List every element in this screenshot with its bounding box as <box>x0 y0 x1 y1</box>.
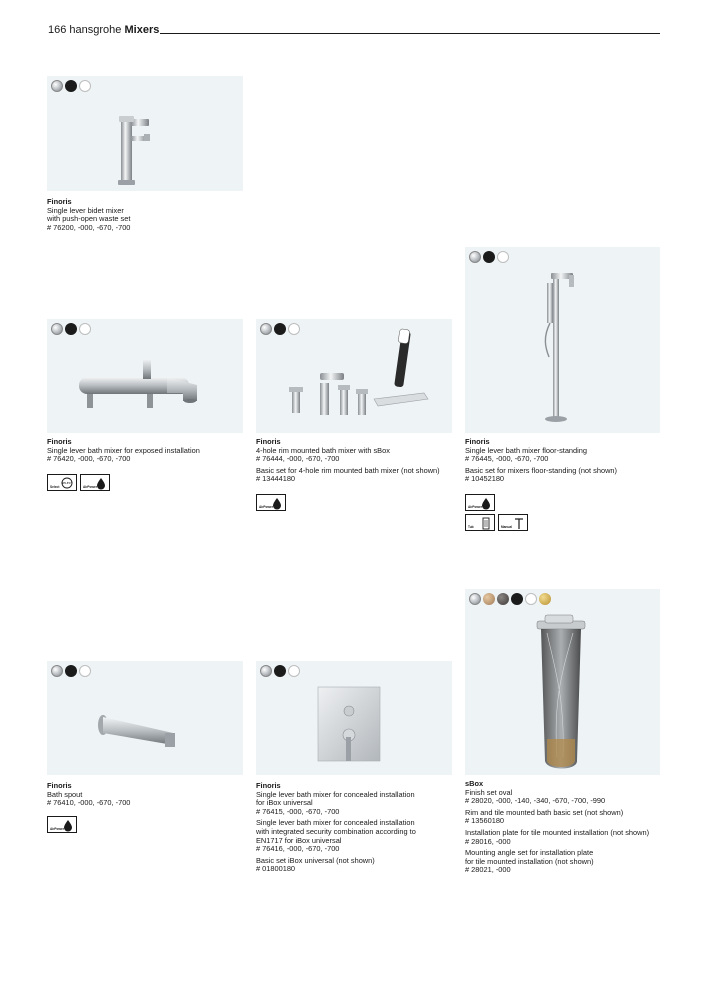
article-number: # 28016, -000 <box>465 836 511 846</box>
article-number: # 76444, -000, -670, -700 <box>256 454 340 464</box>
product-text <box>47 438 200 464</box>
4-hole-bath-mixer-illustration <box>256 319 452 433</box>
feature-icons <box>256 494 286 511</box>
article-number: # 01800180 <box>256 864 296 874</box>
section-title: Mixers <box>124 24 160 36</box>
product-text <box>47 782 130 808</box>
product-title: Finoris <box>465 437 490 446</box>
product-image <box>256 661 452 775</box>
feature-icons-row-2 <box>465 514 528 531</box>
product-line: Bath spout <box>47 789 83 799</box>
product-line: with integrated security combination according to <box>256 826 416 836</box>
svg-text:SELECT: SELECT <box>61 481 73 485</box>
product-line: Single lever bidet mixer <box>47 205 124 215</box>
product-title: Finoris <box>47 437 72 446</box>
product-image <box>47 76 243 191</box>
article-number: # 76415, -000, -670, -700 <box>256 806 340 816</box>
product-image <box>256 319 452 433</box>
select-feature-icon: SELECT Select <box>47 474 77 491</box>
concealed-mixer-illustration <box>256 661 452 775</box>
sbox-illustration <box>465 589 660 775</box>
feature-icons <box>47 474 110 491</box>
bath-spout-illustration <box>47 661 243 775</box>
product-image <box>47 661 243 775</box>
product-title: Finoris <box>47 781 72 790</box>
airpower-feature-icon: AirPower <box>47 816 77 833</box>
manual-icon: Manual <box>498 514 528 531</box>
product-line: Single lever bath mixer for exposed installation <box>47 445 200 455</box>
product-text <box>465 780 649 875</box>
feature-icons <box>465 494 495 511</box>
product-line: Basic set for mixers floor-standing (not shown) <box>465 465 617 475</box>
product-line: EN1717 for iBox universal <box>256 835 342 845</box>
article-number: # 28021, -000 <box>465 865 511 875</box>
product-line: 4-hole rim mounted bath mixer with sBox <box>256 445 390 455</box>
product-image <box>47 319 243 433</box>
product-line: Single lever bath mixer for concealed installation <box>256 818 415 828</box>
product-line: for iBox universal <box>256 798 313 808</box>
floor-standing-mixer-illustration <box>465 247 660 433</box>
product-line: Single lever bath mixer for concealed installation <box>256 789 415 799</box>
product-image <box>465 247 660 433</box>
article-number: # 76416, -000, -670, -700 <box>256 844 340 854</box>
product-line: for tile mounted installation (not shown) <box>465 856 594 866</box>
article-number: # 13444180 <box>256 474 296 484</box>
article-number: # 76200, -000, -670, -700 <box>47 222 131 232</box>
product-line: Single lever bath mixer floor-standing <box>465 445 588 455</box>
bidet-mixer-illustration <box>47 76 243 191</box>
exposed-bath-mixer-illustration <box>47 319 243 433</box>
product-title: sBox <box>465 779 484 788</box>
airpower-feature-icon: AirPower <box>80 474 110 491</box>
product-text <box>47 198 130 232</box>
product-text <box>465 438 617 484</box>
product-title: Finoris <box>256 437 281 446</box>
article-number: # 76420, -000, -670, -700 <box>47 454 131 464</box>
product-line: Basic set for 4-hole rim mounted bath mixer (not shown) <box>256 465 440 475</box>
page-heading <box>48 24 159 36</box>
feature-icons <box>47 816 77 833</box>
page-header <box>48 22 660 42</box>
article-number: # 76445, -000, -670, -700 <box>465 454 549 464</box>
product-image <box>465 589 660 775</box>
product-line: Rim and tile mounted bath basic set (not shown) <box>465 807 624 817</box>
page-number: 166 <box>48 24 67 36</box>
brand-name: hansgrohe <box>69 24 122 36</box>
header-rule <box>160 33 660 34</box>
product-line: Mounting angle set for installation plate <box>465 848 594 858</box>
article-number: # 28020, -000, -140, -340, -670, -700, -990 <box>465 796 606 806</box>
article-number: # 10452180 <box>465 474 505 484</box>
product-line: with push-open waste set <box>47 214 131 224</box>
product-line: Installation plate for tile mounted installation (not shown) <box>465 827 650 837</box>
product-line: Finish set oval <box>465 787 513 797</box>
product-title: Finoris <box>256 781 281 790</box>
airpower-feature-icon: AirPower <box>256 494 286 511</box>
tub-icon: Tub <box>465 514 495 531</box>
product-title: Finoris <box>47 197 72 206</box>
article-number: # 76410, -000, -670, -700 <box>47 798 131 808</box>
product-text <box>256 438 440 484</box>
product-text <box>256 782 416 874</box>
article-number: # 13560180 <box>465 816 505 826</box>
airpower-feature-icon: AirPower <box>465 494 495 511</box>
product-line: Basic set iBox universal (not shown) <box>256 855 375 865</box>
